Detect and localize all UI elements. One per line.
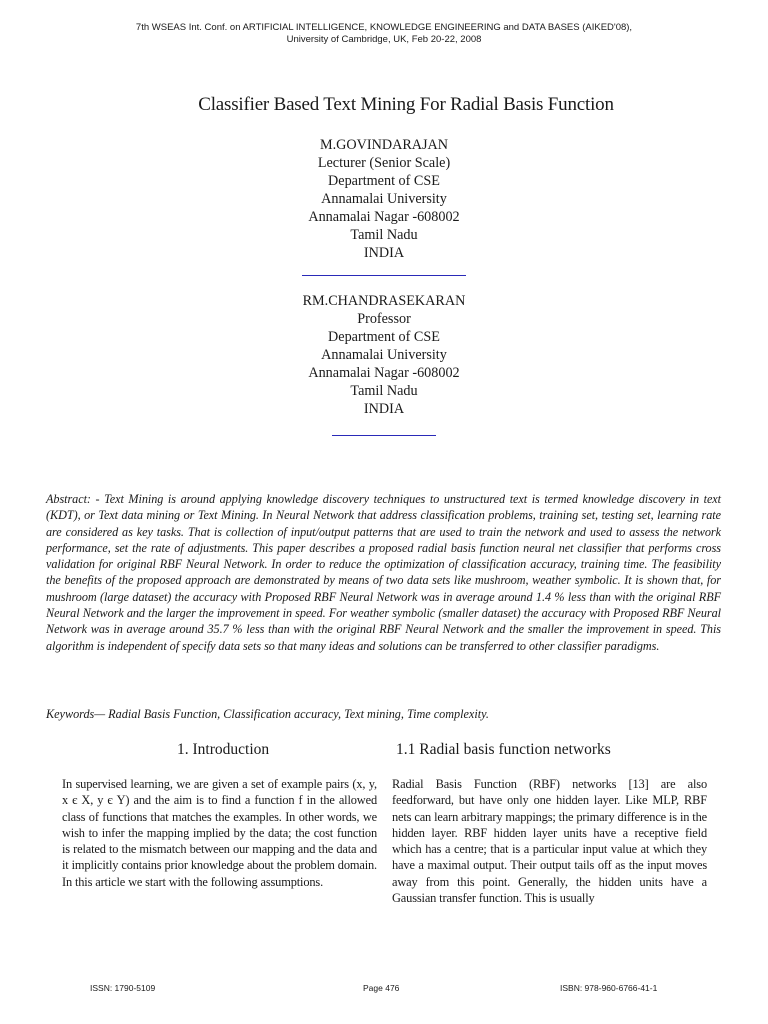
section-heading-rbf: 1.1 Radial basis function networks <box>396 741 611 758</box>
footer-isbn: ISBN: 978-960-6766-41-1 <box>560 983 658 993</box>
author-name: RM.CHANDRASEKARAN <box>302 293 466 309</box>
author-address: Annamalai Nagar -608002 <box>308 365 460 381</box>
section-heading-introduction: 1. Introduction <box>177 741 270 758</box>
email-link-rule[interactable] <box>332 435 436 436</box>
author-university: Annamalai University <box>321 191 447 207</box>
conference-line-1: 7th WSEAS Int. Conf. on ARTIFICIAL INTELLIGENCE, KNOWLEDGE ENGINEERING and DATA BASES (AIKED'08), <box>135 22 633 33</box>
keywords: Keywords— Radial Basis Function, Classification accuracy, Text mining, Time complexity. <box>46 707 489 721</box>
abstract: Abstract: - Text Mining is around applying knowledge discovery techniques to unstructured text is termed knowledge discovery in text (KDT), or Text data mining or Text Mining. In Neural Network that address classification problems, training set, testing set, learning rate are considered as key tasks. That is collection of input/output patterns that are used to train the network and used to assess the network performance, set the rate of adjustments. This paper describes a proposed radial basis function neural net classifier that performs cross validation for original RBF Neural Network. In order to reduce the optimization of classification accuracy, training time. The feasibility the benefits of the proposed approach are demonstrated by means of two data sets like mushroom, weather symbolic. It is shown that, for mushroom (large dataset) the accuracy with Proposed RBF Neural Network was in average around 1.4 % less than with the original RBF Neural Network and the larger the improvement in speed. For weather symbolic (smaller dataset) the accuracy with Proposed RBF Neural Network was in average around 35.7 % less than with the original RBF Neural Network and the smaller the improvement in speed. This algorithm is independent of specify data sets so that many ideas and solutions can be transferred to other classifier paradigms. <box>46 492 721 653</box>
author-name: M.GOVINDARAJAN <box>319 137 449 153</box>
conference-line-2: University of Cambridge, UK, Feb 20-22, 2008 <box>286 34 482 45</box>
conference-header <box>0 22 768 46</box>
author-position: Professor <box>357 311 411 327</box>
author-state: Tamil Nadu <box>350 383 418 399</box>
author-address: Annamalai Nagar -608002 <box>308 209 460 225</box>
footer-page-number: Page 476 <box>363 983 400 993</box>
author-state: Tamil Nadu <box>350 227 418 243</box>
author-block-2 <box>184 292 584 418</box>
email-link-rule[interactable] <box>302 275 466 276</box>
author-position: Lecturer (Senior Scale) <box>317 155 451 171</box>
rbf-text: Radial Basis Function (RBF) networks [13] are also feedforward, but have only one hidden layer. Like MLP, RBF nets can learn arbitrary mappings; the primary difference is in the hidden layer. RBF hidden layer units have a receptive field which has a centre; that is a particular input value at which they have a maximal output. Their output tails off as the input moves away from this point. Generally, the hidden units have a Gaussian transfer function. This is usually <box>392 777 707 906</box>
introduction-text: In supervised learning, we are given a set of example pairs (x, y, x є X, y є Y) and the aim is to find a function f in the allowed class of functions that matches the examples. In other words, we wish to infer the mapping implied by the data; the cost function is related to the mismatch between our mapping and the data and it implicitly contains prior knowledge about the problem domain. In this article we start with the following assumptions. <box>62 777 377 889</box>
paper-title: Classifier Based Text Mining For Radial Basis Function <box>198 94 614 115</box>
author-country: INDIA <box>363 401 405 417</box>
footer-issn: ISSN: 1790-5109 <box>90 983 156 993</box>
author-department: Department of CSE <box>328 329 440 345</box>
author-country: INDIA <box>363 245 405 261</box>
author-block-1 <box>184 136 584 262</box>
author-university: Annamalai University <box>321 347 447 363</box>
author-department: Department of CSE <box>328 173 440 189</box>
